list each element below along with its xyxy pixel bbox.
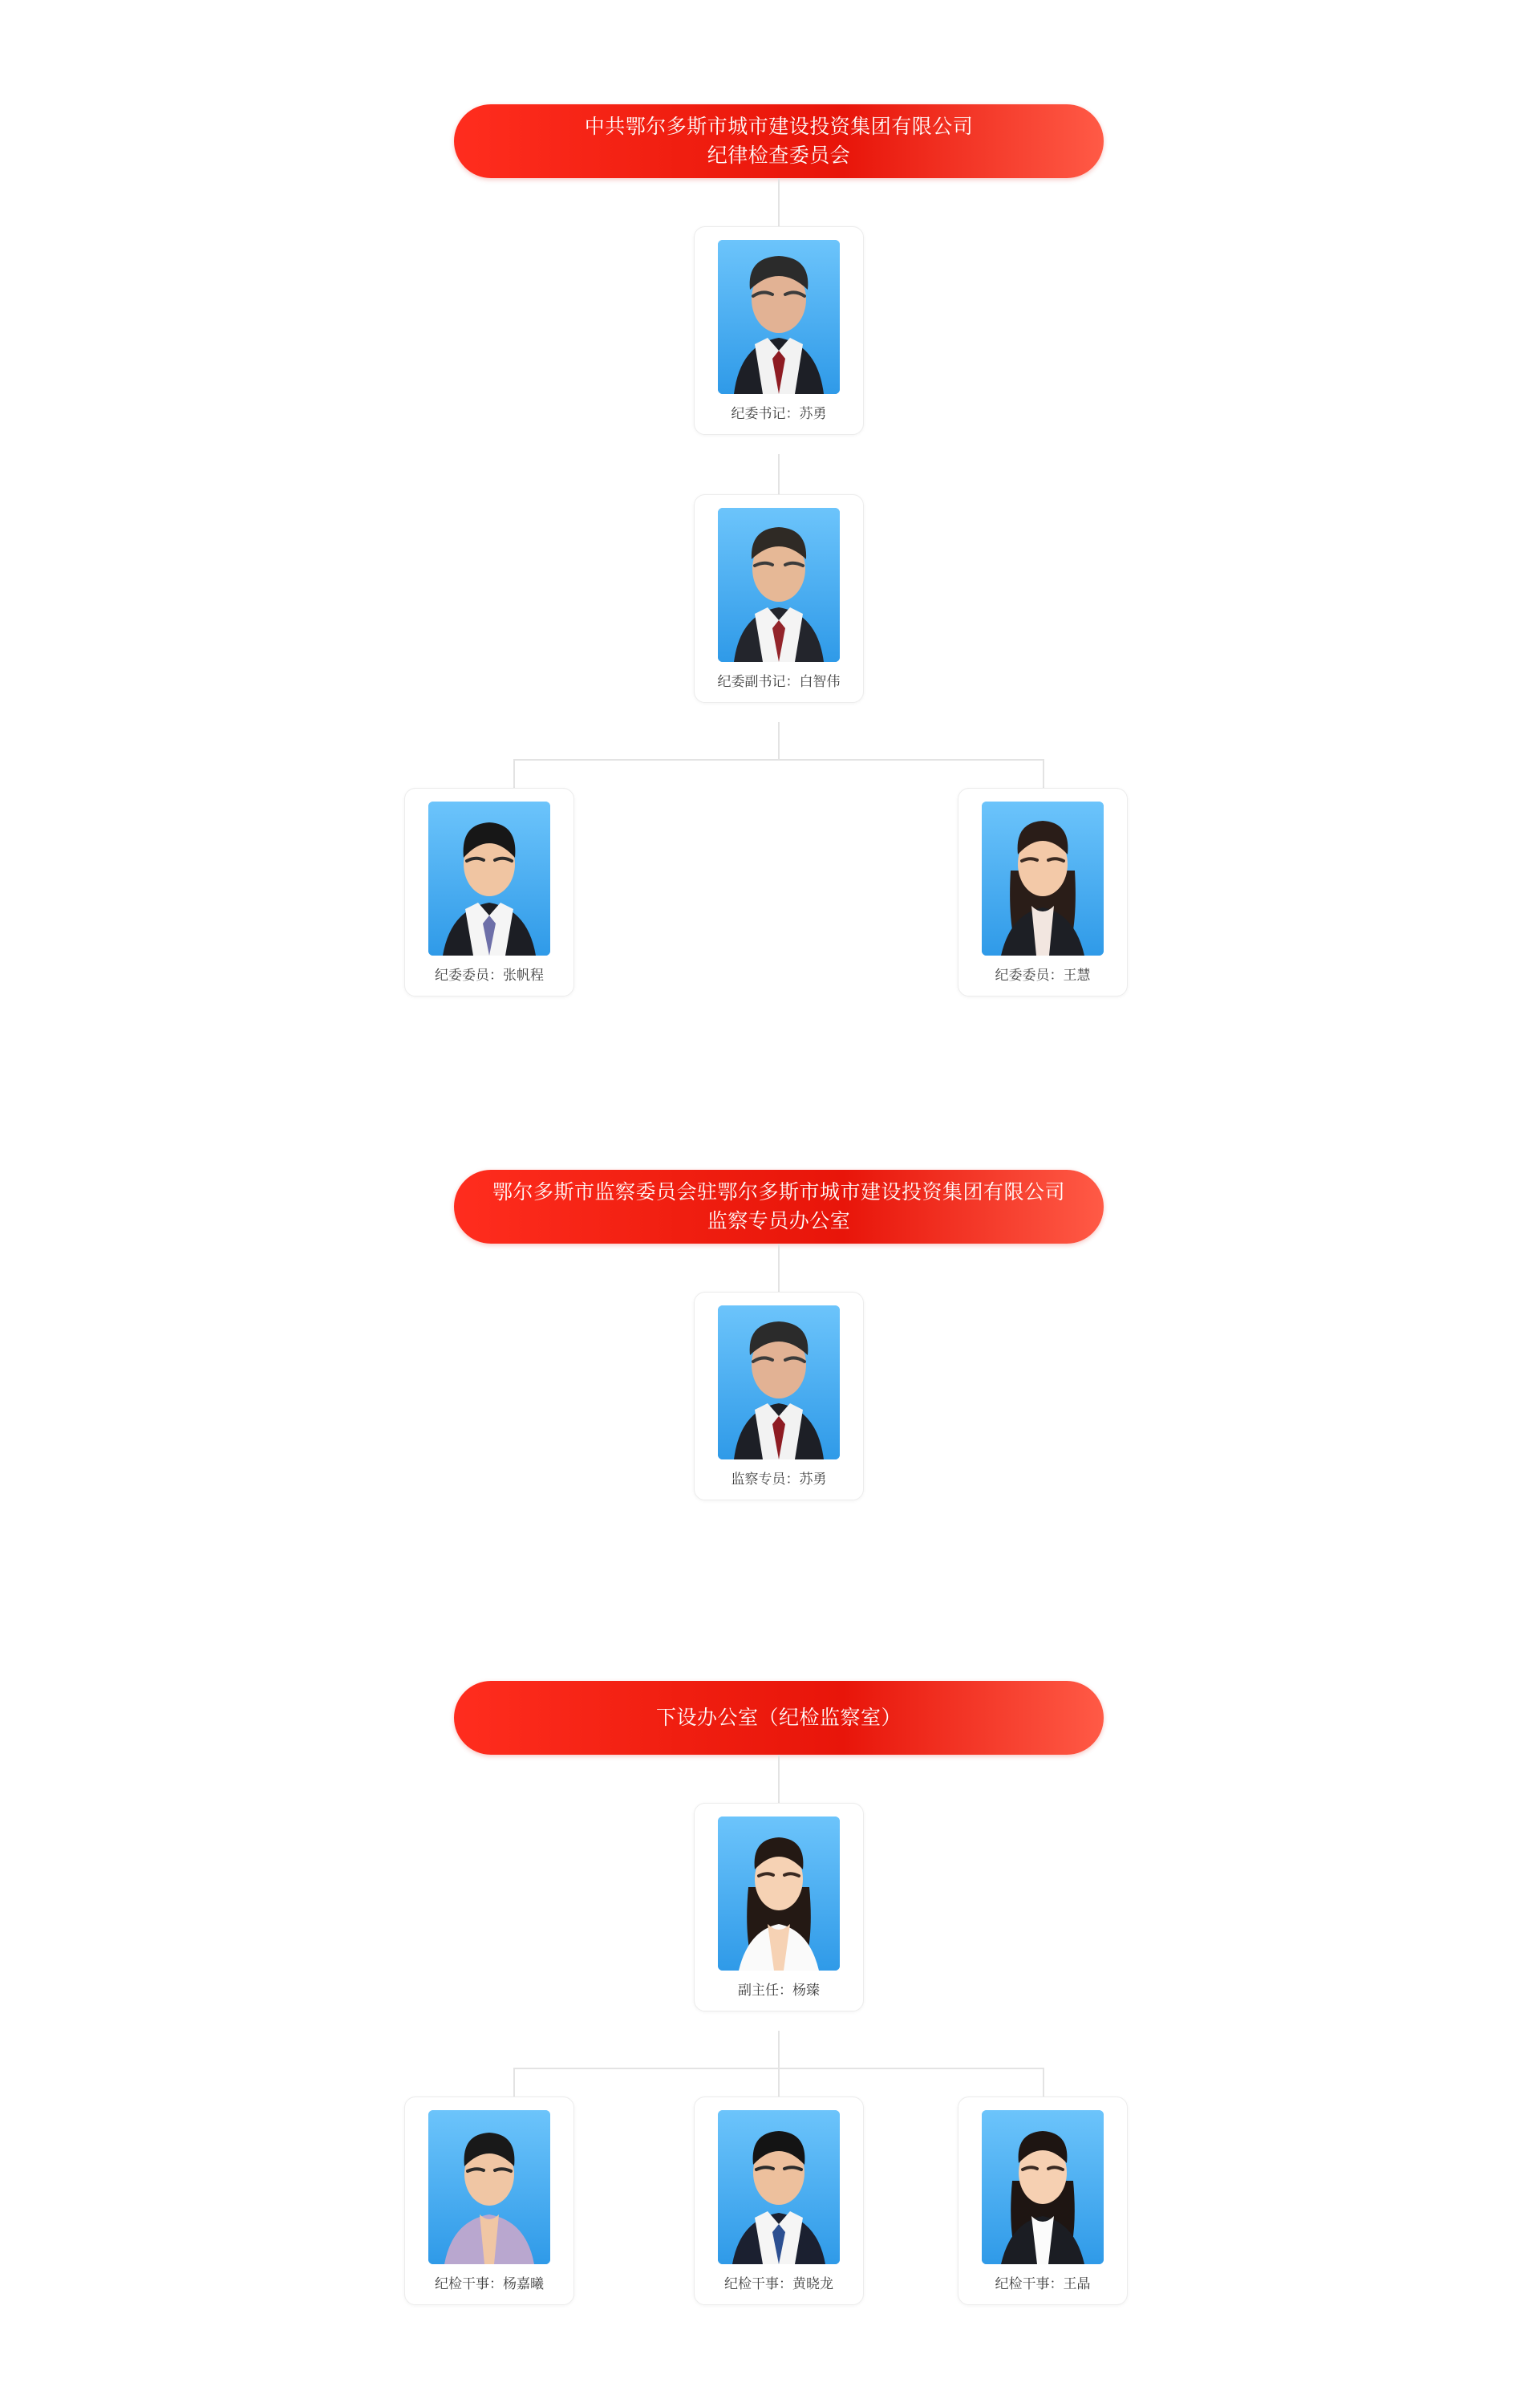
card-label: 纪委委员：王慧 [995, 968, 1091, 983]
card-jijian-ganshi-huangxiaolong[interactable] [694, 2097, 864, 2305]
card-jiwei-fushuji[interactable] [694, 494, 864, 703]
banner-line-1: 鄂尔多斯市监察委员会驻鄂尔多斯市城市建设投资集团有限公司 [492, 1180, 1065, 1204]
photo-female-young-dark-suit [982, 2110, 1104, 2264]
photo-male-middle-dark-suit [718, 508, 840, 662]
card-label: 纪检干事：王晶 [995, 2276, 1091, 2291]
card-fuzhuren[interactable] [694, 1803, 864, 2011]
card-jijian-ganshi-wangjing[interactable] [958, 2097, 1128, 2305]
card-jijian-ganshi-yangjiaxi[interactable] [404, 2097, 574, 2305]
banner-line-2: 纪律检查委员会 [707, 144, 851, 167]
card-label: 纪委副书记：白智伟 [717, 674, 841, 689]
banner-line-1: 中共鄂尔多斯市城市建设投资集团有限公司 [584, 115, 974, 138]
connector-banner-to-node1 [778, 178, 780, 226]
card-jiancha-zhuanyuan[interactable] [694, 1292, 864, 1500]
connector-node2-down [778, 722, 780, 759]
photo-male-young-dark-suit [428, 802, 550, 956]
connector-bus-left-drop [513, 759, 515, 788]
card-label: 副主任：杨臻 [738, 1983, 820, 1998]
card-label: 纪委书记：苏勇 [731, 406, 827, 421]
banner-line-2: 监察专员办公室 [707, 1210, 851, 1232]
photo-male-young-blue-tie [718, 2110, 840, 2264]
connector-bus-center-drop-2 [778, 2068, 780, 2097]
card-jiwei-weiyuan-wanghui[interactable] [958, 788, 1128, 997]
banner-supervision-office [454, 1170, 1104, 1244]
card-jiwei-weiyuan-zhangfancheng[interactable] [404, 788, 574, 997]
photo-female-young-white-shirt [718, 1817, 840, 1971]
banner-office [454, 1681, 1104, 1755]
connector-bus-right-drop [1043, 759, 1044, 788]
connector-bus-left-drop-2 [513, 2068, 515, 2097]
connector-banner-to-node6 [778, 1755, 780, 1803]
banner-line-1: 下设办公室（纪检监察室） [655, 1706, 902, 1729]
connector-node1-to-node2 [778, 454, 780, 494]
card-jiwei-shuji[interactable] [694, 226, 864, 435]
connector-bus-right-drop-2 [1043, 2068, 1044, 2097]
card-label: 纪检干事：杨嘉曦 [435, 2276, 544, 2291]
card-label: 纪检干事：黄晓龙 [724, 2276, 833, 2291]
photo-male-older-dark-suit [718, 240, 840, 394]
card-label: 纪委委员：张帆程 [435, 968, 544, 983]
connector-node6-down [778, 2031, 780, 2068]
photo-female-long-hair-dark-suit [982, 802, 1104, 956]
photo-male-older-dark-suit [718, 1305, 840, 1459]
connector-banner-to-node5 [778, 1244, 780, 1292]
card-label: 监察专员：苏勇 [731, 1471, 827, 1487]
connector-bus-horizontal [513, 759, 1043, 761]
banner-discipline-committee [454, 104, 1104, 178]
photo-male-young-purple-shirt [428, 2110, 550, 2264]
